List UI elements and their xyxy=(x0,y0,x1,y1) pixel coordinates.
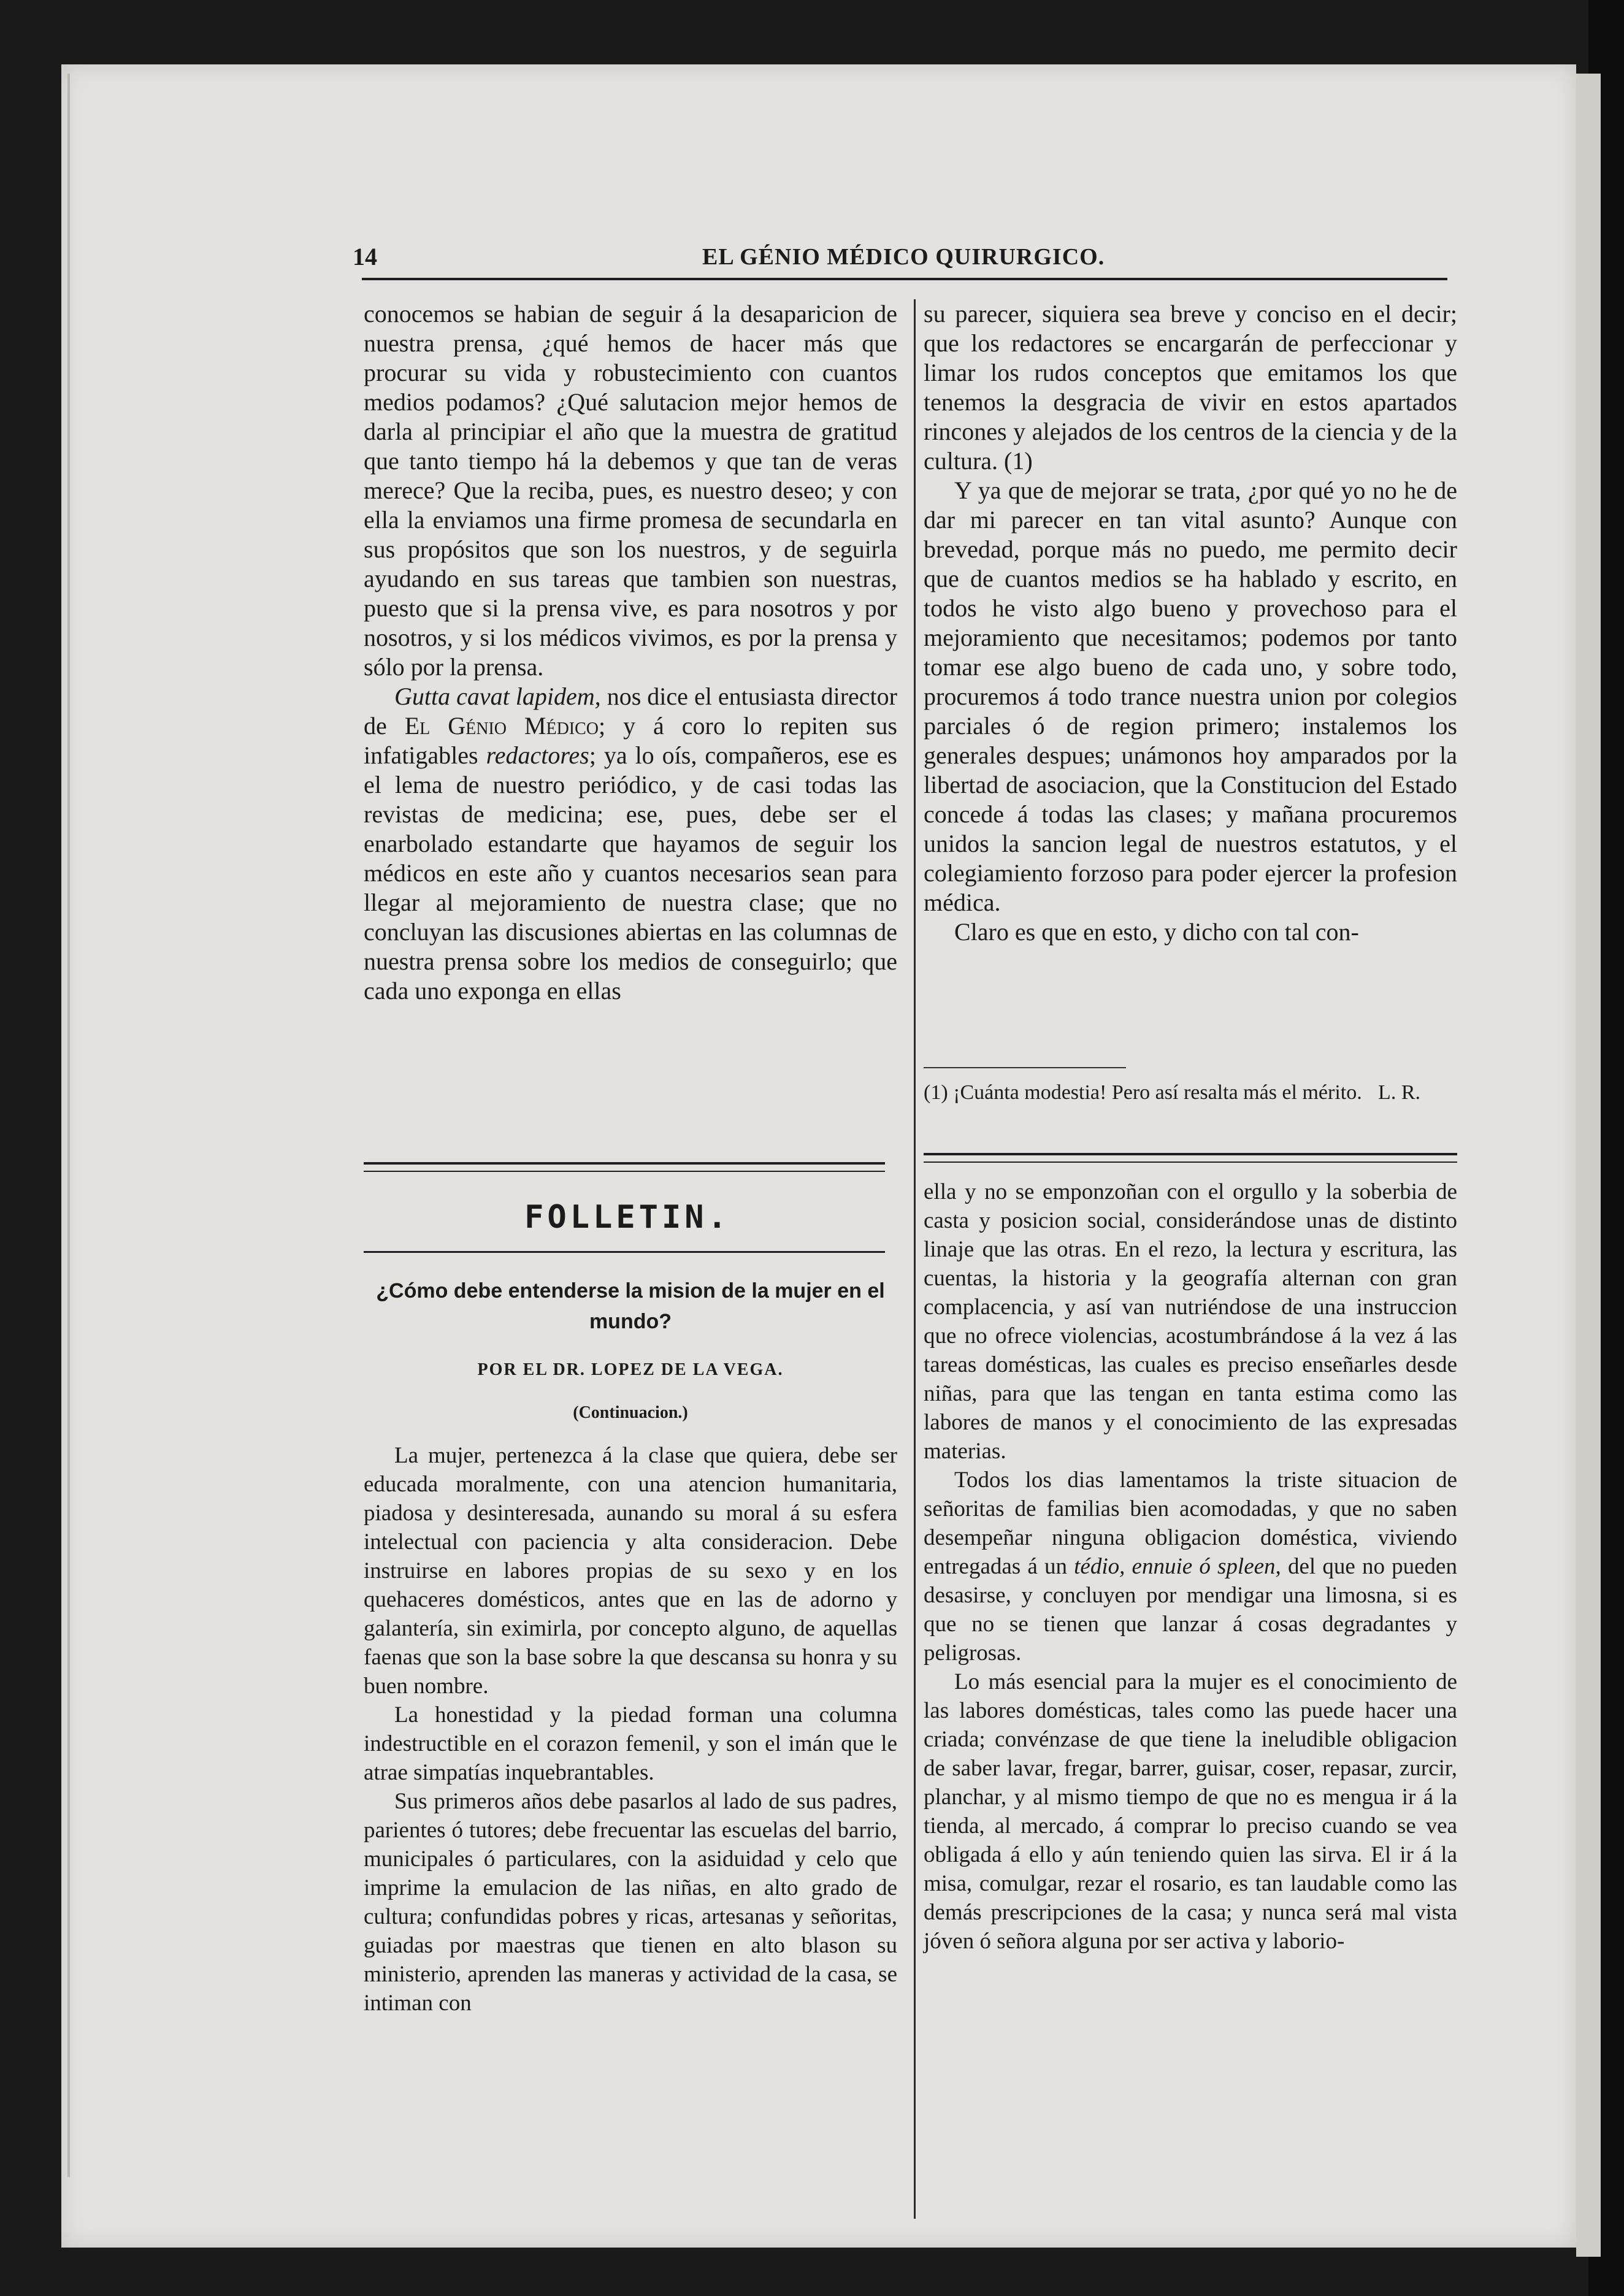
text-run: ; ya lo oís, compañeros, ese es el lema de nuestro periódico, y de casi todas las revistas de medicina; ese, pues, debe ser el enarbolado estandarte que hayamos de seguir los médicos en este año y cuantos necesarios sean para llegar al mejoramiento de nuestra clase; que no concluyan las discusiones abiertas en las columnas de nuestra prensa sobre los medios de conseguirlo; que cada uno exponga en ellas xyxy=(364,741,897,1005)
journal-title: EL GÉNIO MÉDICO QUIRURGICO. xyxy=(702,244,1105,270)
text-run: del que no pueden desasirse, y concluyen por mendigar una limosna, si es que no se tienen que lanzar á cosas degradantes y peligrosas. xyxy=(924,1554,1457,1666)
editorial-paragraph: Claro es que en esto, y dicho con tal con- xyxy=(954,918,1359,946)
page-number: 14 xyxy=(353,243,377,270)
latin-motto: Gutta cavat lapidem, xyxy=(394,683,601,710)
article-author: POR EL DR. LOPEZ DE LA VEGA. xyxy=(477,1360,784,1379)
page-binding-edge xyxy=(67,74,70,2177)
editorial-paragraph xyxy=(364,682,897,1006)
heading-rule xyxy=(364,1251,885,1253)
continuation-label: (Continuacion.) xyxy=(573,1403,688,1422)
editorial-paragraph: Y ya que de mejorar se trata, ¿por qué yo no he de dar mi parecer en tan vital asunto? Aunque con brevedad, porque más no puedo, me permito decir que de cuantos medios se ha hablado y escrito, en todos he visto algo bueno y provechoso para el mejoramiento que necesitamos; podemos por tanto tomar ese algo bueno de cada uno, y sobre todo, procuremos á todo trance nuestra union por colegios parciales ó de region primero; instalemos los generales despues; unámonos hoy amparados por la libertad de asociacion, que la Constitucion del Estado concede á todas las clases; y mañana procuremos unidos la sancion legal de nuestros estatutos, y el colegiamiento forzoso para poder ejercer la profesion médica. xyxy=(924,476,1457,916)
folletin-left-column xyxy=(364,1441,897,2018)
text-run: nos dice el entusiasta director de xyxy=(364,683,897,740)
folletin-paragraph: ella y no se emponzoñan con el orgullo y la soberbia de casta y posicion social, considerándose unas de distinto linaje que las otras. En el rezo, la lectura y escritura, las cuentas, la historia y la geografía alternan con gran complacencia, y así van nutriéndose de una instruccion que no ofrece violencias, acostumbrándose á la vez á las tareas domésticas, las cuales es preciso enseñarles desde niñas, para que las tengan en tanta estima como las labores de manos y el conocimiento de las expresadas materias. xyxy=(924,1179,1457,1464)
folletin-paragraph: Sus primeros años debe pasarlos al lado de sus padres, parientes ó tutores; debe frecuentar las escuelas del barrio, municipales ó particulares, con la asiduidad y celo que imprime la emulacion de las niñas, en alto grado de cultura; confundidas pobres y ricas, artesanas y señoritas, guiadas por maestras que tienen en alto blason su ministerio, aprenden las maneras y actividad de la casa, se intiman con xyxy=(364,1789,897,2016)
footnote-rule xyxy=(924,1067,1126,1068)
editorial-left-column xyxy=(364,299,897,1006)
column-divider xyxy=(914,299,916,2219)
editorial-paragraph: su parecer, siquiera sea breve y conciso en el decir; que los redactores se encargarán de perfeccionar y limar los rudos conceptos que emitamos los que tenemos la desgracia de vivir en estos apartados rincones y alejados de los centros de la ciencia y de la cultura. (1) xyxy=(924,300,1457,475)
header-rule xyxy=(362,278,1447,280)
section-separator xyxy=(924,1153,1457,1163)
italic-word: redactores xyxy=(486,741,589,769)
folletin-right-column xyxy=(924,1177,1457,1956)
text-run: Todos los dias lamentamos la triste situacion de señoritas de familias bien acomodadas, y que no saben desempeñar ninguna obligacion doméstica, viviendo entregadas á un xyxy=(924,1468,1457,1579)
folletin-paragraph: La mujer, pertenezca á la clase que quiera, debe ser educada moralmente, con una atencion humanitaria, piadosa y desinteresada, aunando su moral á su esfera intelectual con paciencia y alta consideracion. Debe instruirse en labores propias de su sexo y en los quehaceres domésticos, antes que en las de adorno y galantería, sin eximirla, por concepto alguno, de aquellas faenas que son la base sobre la que descansa su honra y su buen nombre. xyxy=(364,1443,897,1699)
journal-reference: El Génio Médico xyxy=(404,712,599,740)
footnote-text: (1) ¡Cuánta modestia! Pero así resalta más el mérito. xyxy=(924,1081,1362,1104)
section-separator xyxy=(364,1162,885,1172)
folletin-paragraph: La honestidad y la piedad forman una columna indestructible en el corazon femenil, y son el imán que le atrae simpatías inquebrantables. xyxy=(364,1702,897,1785)
folletin-paragraph xyxy=(924,1466,1457,1667)
editorial-paragraph: conocemos se habian de seguir á la desaparicion de nuestra prensa, ¿qué hemos de hacer más que procurar su vida y robustecimiento con cuantos medios podamos? ¿Qué salutacion mejor hemos de darla al principiar el año que la muestra de gratitud que tanto tiempo há la debemos y que tan de veras merece? Que la reciba, pues, es nuestro deseo; y con ella la enviamos una firme promesa de secundarla en sus propósitos que son los nuestros, y de seguirla ayudando en sus tareas que tambien son nuestras, puesto que si la prensa vive, es para nosotros y por nosotros, y si los médicos vivimos, es por la prensa y sólo por la prensa. xyxy=(364,300,897,681)
footnote xyxy=(924,1079,1457,1106)
folletin-heading: FOLLETIN. xyxy=(524,1199,730,1236)
article-title: ¿Cómo debe entenderse la mision de la mujer en el mundo? xyxy=(376,1279,885,1333)
text-run: ; y á coro lo repiten sus infatigables xyxy=(364,712,897,769)
folletin-paragraph: Lo más esencial para la mujer es el conocimiento de las labores domésticas, tales como las puede hacer una criada; convénzase de que tiene la ineludible obligacion de saber lavar, fregar, barrer, guisar, coser, repasar, zurcir, planchar, y al mismo tiempo de que no es mengua ir á la tienda, al mercado, á comprar lo preciso cuando se vea obligada á ello y aún teniendo quien las sirva. El ir á la misa, comulgar, rezar el rosario, es tan laudable como las demás prescripciones de la casa; y nunca será mal vista jóven ó señora alguna por ser activa y laborio- xyxy=(924,1669,1457,1954)
footnote-signature: L. R. xyxy=(1378,1081,1420,1104)
running-header xyxy=(353,242,1444,273)
adjacent-page-edge xyxy=(1576,74,1601,2257)
italic-phrase: tédio, ennuie ó spleen, xyxy=(1074,1554,1281,1579)
editorial-right-column xyxy=(924,299,1457,947)
